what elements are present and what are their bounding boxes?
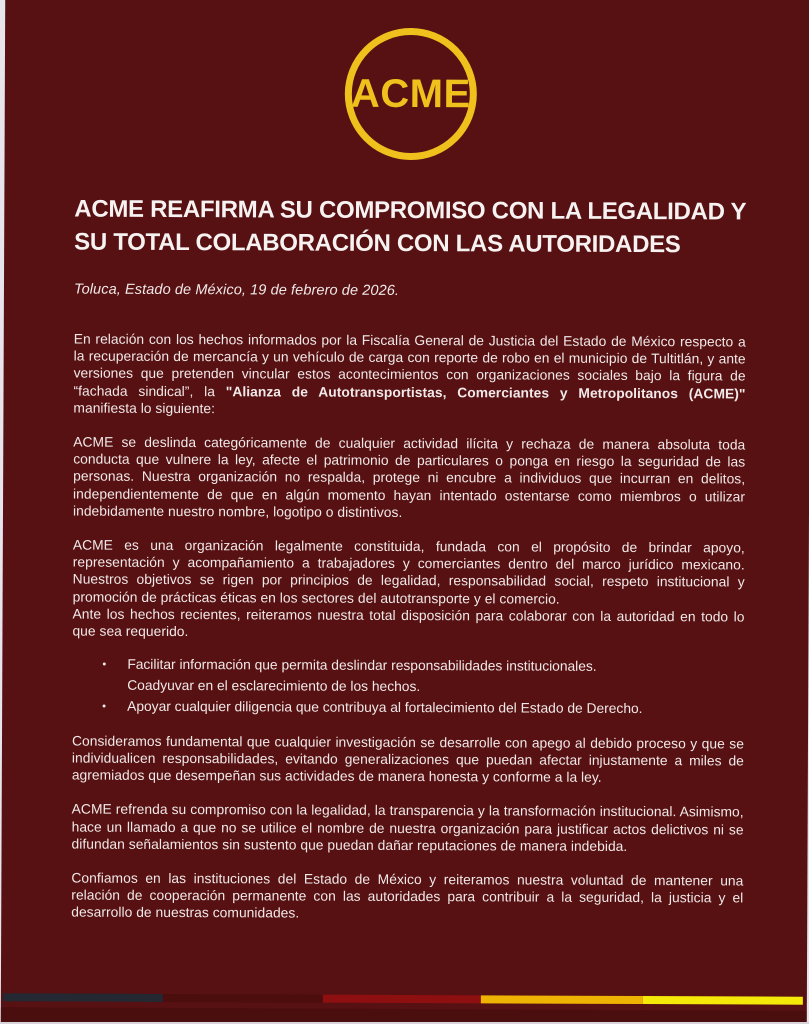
stripe-segment-darkred xyxy=(163,994,323,1003)
list-item xyxy=(72,699,744,718)
paragraph-organizacion: ACME es una organización legalmente constituida, fundada con el propósito de brindar apoyo, representación y acompañamiento a trabajadores y comerciantes dentro del marco jurídico mexicano. Nuestros objetivos se rigen por principios de legalidad, responsabilidad social, respeto institucional y promoción de prácticas éticas en los sectores del autotransporte y el comercio. xyxy=(72,537,745,607)
paragraph-intro-pre: En relación con los hechos informados por la Fiscalía General de Justicia del Estado de México respecto a la recuperación de mercancía y un vehículo de carga con reporte de robo en el municipio de Tultitlán, y ante versiones que pretenden vincular estos acontecimientos con organizaciones sociales bajo la figura de “fachada sindical”, la xyxy=(73,331,746,399)
organization-name: "Alianza de Autotransportistas, Comerciantes y Metropolitanos (ACME)" xyxy=(225,383,746,402)
paragraph-cierre: Confiamos en las instituciones del Estado de México y reiteramos nuestra voluntad de mantener una relación de cooperación permanente con las autoridades para contribuir a la seguridad, la justicia y el desarrollo de nuestras comunidades. xyxy=(71,870,744,921)
bullet-list xyxy=(72,657,744,718)
logo-circle-icon xyxy=(345,28,478,161)
paragraph-refrenda: ACME refrenda su compromiso con la legalidad, la transparencia y la transformación institucional. Asimismo, hace un llamado a que no se utilice el nombre de nuestra organización para justificar actos delictivos ni se difundan señalamientos sin sustento que puedan dañar reputaciones de manera indebida. xyxy=(71,801,744,854)
list-item xyxy=(72,678,744,697)
body-copy xyxy=(71,331,746,925)
headline: ACME REAFIRMA SU COMPROMISO CON LA LEGALIDAD Y SU TOTAL COLABORACIÓN CON LAS AUTORIDADES xyxy=(74,195,746,259)
paragraph-intro xyxy=(73,331,745,420)
list-item-text: Apoyar cualquier diligencia que contribuya al fortalecimiento del Estado de Derecho. xyxy=(127,699,643,717)
paragraph-disposicion: Ante los hechos recientes, reiteramos nuestra total disposición para colaborar con la autoridad en todo lo que sea requerido. xyxy=(72,606,745,640)
bullet-dot-icon: • xyxy=(102,658,107,671)
list-item-text: Facilitar información que permita deslindar responsabilidades institucionales. xyxy=(127,657,597,675)
stripe-segment-gold xyxy=(481,995,643,1004)
stripe-segment-yellow xyxy=(643,996,803,1005)
list-item-text: Coadyuvar en el esclarecimiento de los hechos. xyxy=(127,678,421,695)
page-content xyxy=(1,0,809,924)
press-release-page xyxy=(1,0,809,1024)
paragraph-debido-proceso: Consideramos fundamental que cualquier investigación se desarrolle con apego al debido proceso y que se individualicen responsabilidades, evitando generalizaciones que puedan afectar injustamente a miles de agremiados que desempeñan sus actividades de manera honesta y conforme a la ley. xyxy=(71,733,745,786)
paragraph-deslinde: ACME se deslinda categóricamente de cualquier actividad ilícita y rechaza de manera absoluta toda conducta que vulnere la ley, afecte el patrimonio de particulares o ponga en riesgo la seguridad de las personas. Nuestra organización no respalda, protege ni encubre a individuos que incurran en delitos, independientemente de que en algún momento hayan intentado ostentarse como miembros o utilizar indebidamente nuestro nombre, logotipo o distintivos. xyxy=(72,434,746,520)
logo xyxy=(75,27,748,162)
stripe-segment-navy xyxy=(3,993,163,1002)
bullet-dot-icon: • xyxy=(102,700,107,713)
logo-wordmark: ACME xyxy=(350,71,471,116)
list-item xyxy=(72,657,744,676)
dateline: Toluca, Estado de México, 19 de febrero de 2026. xyxy=(73,281,400,299)
paragraph-intro-post: manifiesta lo siguiente: xyxy=(73,400,216,416)
footer-color-stripe xyxy=(1,993,807,1005)
stripe-segment-red xyxy=(323,995,481,1004)
bullet-dot-icon xyxy=(72,678,127,695)
